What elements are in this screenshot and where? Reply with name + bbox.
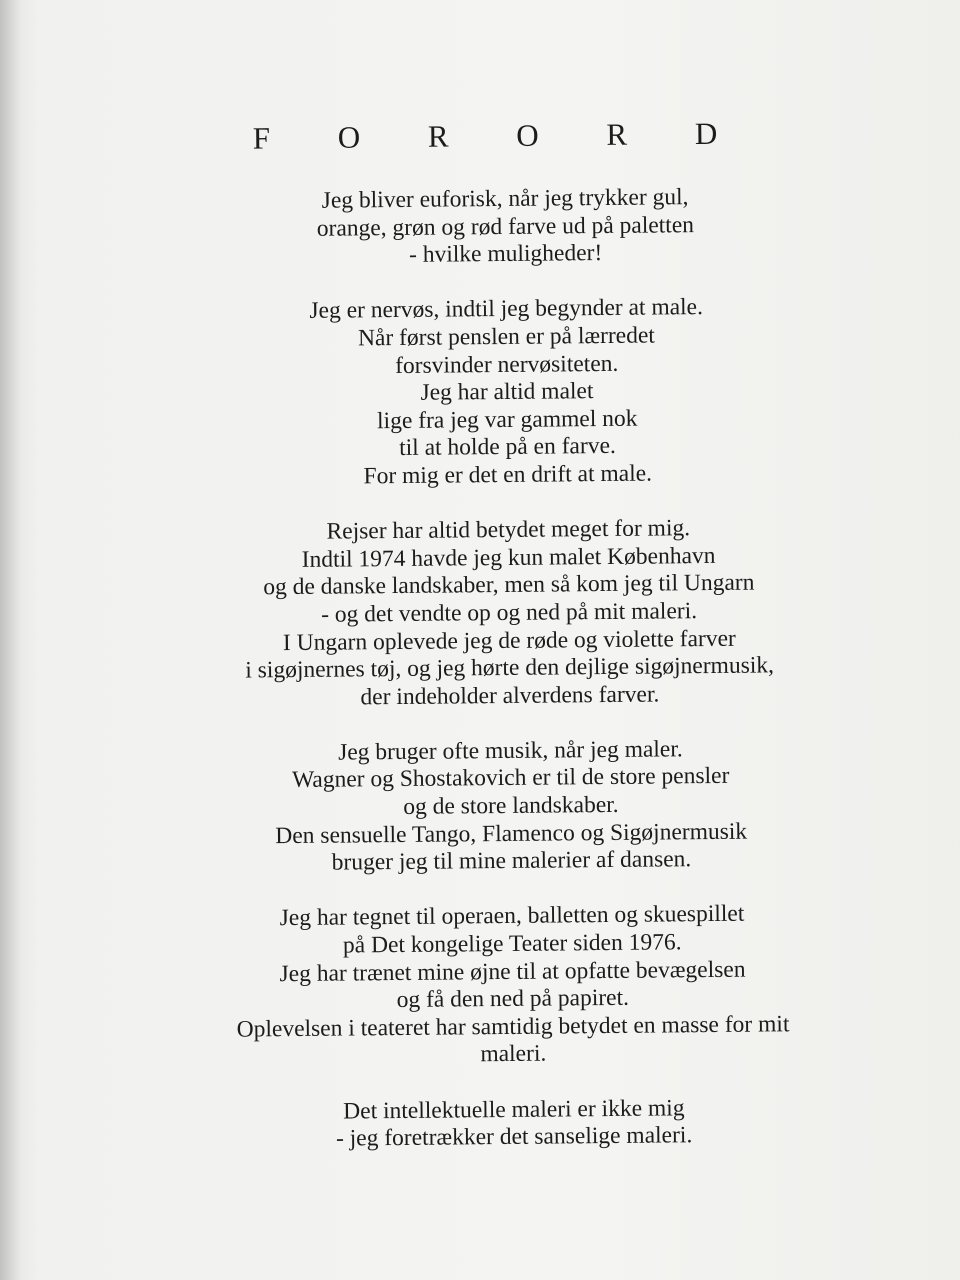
stanza [9, 1092, 960, 1157]
text-line: og de danske landskaber, men så kom jeg til Ungarn [263, 569, 755, 601]
text-line: til at holde på en farve. [399, 433, 616, 462]
text-line: Jeg har trænet mine øjne til at opfatte bevægelsen [279, 956, 746, 987]
text-line: - jeg foretrækker det sanselige maleri. [335, 1122, 693, 1152]
text-line: - og det vendte op og ned på mit maleri. [321, 598, 698, 628]
text-line: Indtil 1974 havde jeg kun malet København [301, 542, 716, 573]
text-line: Når først penslen er på lærredet [357, 322, 656, 352]
text-line: og de store landskaber. [403, 791, 619, 821]
text-line: Rejser har altid betydet meget for mig. [326, 515, 691, 545]
text-line: på Det kongelige Teater siden 1976. [342, 929, 682, 959]
text-line: For mig er det en drift at male. [363, 460, 653, 490]
text-line: Jeg har altid malet [420, 378, 594, 406]
text-line: lige fra jeg var gammel nok [376, 405, 638, 434]
text-line: I Ungarn oplevede jeg de røde og violette farver [282, 625, 736, 656]
stanza [0, 181, 960, 273]
text-line: Oplevelsen i teateret har samtidig betydet en masse for mit [236, 1011, 790, 1043]
page-title: F O R O R D [252, 115, 748, 156]
stanza [5, 733, 960, 881]
text-line: Den sensuelle Tango, Flamenco og Sigøjnermusik [275, 818, 748, 849]
text-line: orange, grøn og rød farve ud på paletten [316, 211, 695, 242]
text-line: Jeg bruger ofte musik, når jeg maler. [338, 736, 683, 766]
text-line: i sigøjnernes tøj, og jeg hørte den dejlige sigøjnermusik, [245, 652, 775, 684]
text-line: Jeg er nervøs, indtil jeg begynder at male. [309, 294, 704, 325]
text-line: Jeg har tegnet til operaen, balletten og skuespillet [279, 901, 745, 932]
stanza [1, 291, 960, 494]
text-line: maleri. [480, 1041, 547, 1068]
text-line: og få den ned på papiret. [396, 985, 630, 1014]
text-line: Det intellektuelle maleri er ikke mig [343, 1094, 685, 1125]
text-line: bruger jeg til mine malerier af dansen. [331, 846, 692, 876]
text-line: der indeholder alverdens farver. [360, 681, 660, 711]
text-line: Jeg bliver euforisk, når jeg trykker gul, [321, 184, 689, 214]
stanza [3, 512, 960, 715]
text-line: - hvilke muligheder! [408, 240, 603, 269]
stanza [7, 899, 960, 1074]
text-line: Wagner og Shostakovich er til de store pensler [291, 763, 730, 794]
text-line: forsvinder nervøsiteten. [395, 350, 619, 379]
foreword-text [0, 181, 960, 1184]
